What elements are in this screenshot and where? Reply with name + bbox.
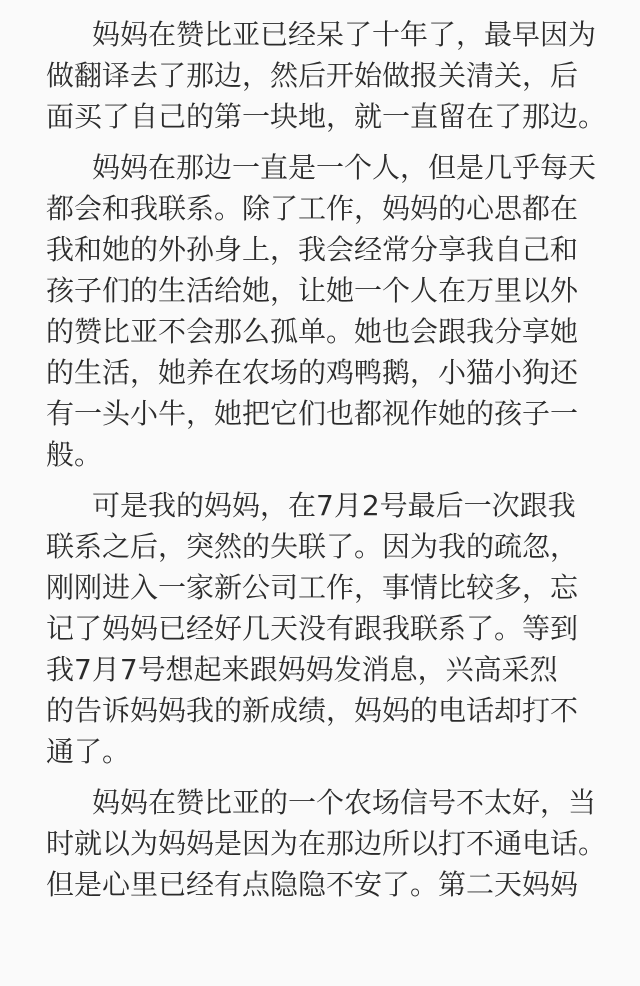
text-line: 我7月7号想起来跟妈妈发消息，兴高采烈 xyxy=(46,653,558,686)
paragraph-3 xyxy=(46,485,616,772)
text-line: 妈妈在赞比亚的一个农场信号不太好，当 xyxy=(92,786,597,819)
text-line: 有一头小牛，她把它们也都视作她的孩子一 xyxy=(46,397,579,430)
text-line: 的告诉妈妈我的新成绩，妈妈的电话却打不 xyxy=(46,694,579,727)
paragraph-4 xyxy=(46,782,616,905)
text-line: 记了妈妈已经好几天没有跟我联系了。等到 xyxy=(46,612,579,645)
text-line: 的生活，她养在农场的鸡鸭鹅，小猫小狗还 xyxy=(46,356,579,389)
text-line: 联系之后，突然的失联了。因为我的疏忽， xyxy=(46,530,579,563)
text-line: 可是我的妈妈，在7月2号最后一次跟我 xyxy=(92,489,576,522)
paragraph-1 xyxy=(46,14,616,137)
text-line: 我和她的外孙身上，我会经常分享我自己和 xyxy=(46,233,579,266)
text-line: 面买了自己的第一块地，就一直留在了那边。 xyxy=(46,100,607,133)
text-line: 妈妈在那边一直是一个人，但是几乎每天 xyxy=(92,151,597,184)
text-line: 般。 xyxy=(46,438,103,471)
article-body xyxy=(46,14,616,905)
paragraph-2 xyxy=(46,147,616,475)
text-line: 刚刚进入一家新公司工作，事情比较多，忘 xyxy=(46,571,579,604)
text-line: 通了。 xyxy=(46,735,131,768)
text-line: 的赞比亚不会那么孤单。她也会跟我分享她 xyxy=(46,315,579,348)
text-line: 都会和我联系。除了工作，妈妈的心思都在 xyxy=(46,192,579,225)
text-line: 时就以为妈妈是因为在那边所以打不通电话。 xyxy=(46,827,607,860)
text-line: 孩子们的生活给她，让她一个人在万里以外 xyxy=(46,274,579,307)
text-line: 妈妈在赞比亚已经呆了十年了，最早因为 xyxy=(92,18,597,51)
text-line: 做翻译去了那边，然后开始做报关清关，后 xyxy=(46,59,579,92)
text-line: 但是心里已经有点隐隐不安了。第二天妈妈 xyxy=(46,868,579,901)
